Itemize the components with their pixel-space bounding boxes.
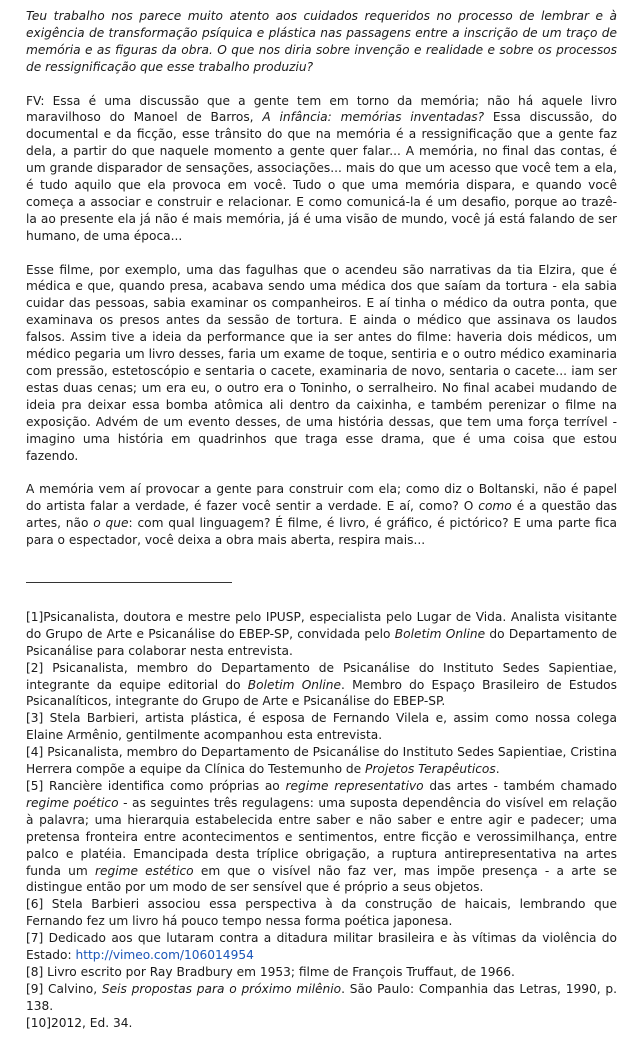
answer-paragraph-1 — [26, 93, 617, 245]
footnote-2-text-a: [2] Psicanalista, membro do Departamento de Psicanálise do Instituto Sedes Sapientiae, integrante da equipe editorial do — [26, 660, 617, 692]
footnote-1-text-b: do Departamento de Psicanálise para colaborar nesta entrevista. — [26, 626, 618, 658]
paragraph-gap — [26, 76, 617, 93]
o-que-emphasis: o que — [93, 516, 129, 531]
answer-3-text-c: : com qual linguagem? É filme, é livro, é gráfico, é pictórico? E uma parte fica para o espectador, você deixa a obra mais aberta, respira mais... — [26, 516, 617, 548]
footnote-1 — [26, 609, 617, 660]
interview-question: Teu trabalho nos parece muito atento aos cuidados requeridos no processo de lembrar e à exigência de transformação psíquica e plástica nas passagens entre a inscrição de um traço de memória e as figuras da obra. O que nos diria sobre invenção e realidade e sobre os processos de ressignificação que esse trabalho produziu? — [26, 9, 617, 74]
footnote-8: [8] Livro escrito por Ray Bradbury em 1953; filme de François Truffaut, de 1966. — [26, 964, 515, 979]
footnote-5-text-b: das artes - também chamado — [423, 779, 617, 794]
footnote-5-emphasis-c: regime estético — [94, 863, 194, 878]
answer-3-text-b: é a questão das artes, não — [26, 499, 617, 531]
footnote-6: [6] Stela Barbieri associou essa perspectiva à da construção de haicais, lembrando que Fernando fez um livro há pouco tempo nessa forma poética japonesa. — [26, 897, 617, 929]
footnote-9-text-a: [9] Calvino, — [26, 981, 102, 996]
paragraph-gap — [26, 245, 617, 262]
book-title: A infância: memórias inventadas? — [262, 110, 485, 125]
footnote-4-text-b: . — [495, 762, 500, 777]
footnote-5 — [26, 778, 617, 896]
answer-1-text-b: Essa discussão, do documental e da ficção, esse trânsito do que na memória é a ressignificação que a gente faz dela, a partir do que naquele momento a gente quer falar... A memória, no final das contas, é um grande disparador de sensações, associações... mais do que um acesso que você tem a ela, é tudo aquilo que ela provoca em você. Tudo o que uma memória dispara, e quando você começa a associar e construir e relacionar. E como comunicá-la é um desafio, porque ao trazê-la ao presente ela já não é mais memória, já é uma visão de mundo, você já está falando de ser humano, de uma época... — [26, 110, 617, 243]
footnote-9-emphasis: Seis propostas para o próximo milênio — [101, 981, 342, 996]
vimeo-link[interactable]: http://vimeo.com/106014954 — [75, 948, 254, 963]
paragraph-gap — [26, 464, 617, 481]
footnote-7-text: [7] Dedicado aos que lutaram contra a ditadura militar brasileira e às vítimas da violência do Estado: — [26, 931, 617, 963]
footnote-5-emphasis-b: regime poético — [26, 795, 119, 810]
footnote-2-emphasis: Boletim Online — [247, 677, 342, 692]
footnote-2-text-b: . Membro do Espaço Brasileiro de Estudos Psicanalíticos, integrante do Grupo de Arte e Psicanálise do EBEP-SP. — [26, 677, 617, 709]
footnote-7 — [26, 930, 617, 964]
footnote-10: [10]2012, Ed. 34. — [26, 1015, 133, 1030]
footnote-separator — [26, 582, 232, 583]
footnote-1-emphasis: Boletim Online — [394, 626, 486, 641]
answer-3-text-a: A memória vem aí provocar a gente para construir com ela; como diz o Boltanski, não é papel do artista falar a verdade, é fazer você sentir a verdade. E aí, como? O — [26, 482, 617, 514]
como-emphasis: como — [478, 499, 512, 514]
footnote-1-text-a: [1]Psicanalista, doutora e mestre pelo IPUSP, especialista pelo Lugar de Vida. Analista visitante do Grupo de Arte e Psicanálise do EBEP-SP, convidada pelo — [26, 609, 617, 641]
footnote-4-text-a: [4] Psicanalista, membro do Departamento de Psicanálise do Instituto Sedes Sapientiae, Cristina Herrera compõe a equipe da Clínica do Testemunho de — [26, 745, 617, 777]
answer-1-text-a: FV: Essa é uma discussão que a gente tem em torno da memória; não há aquele livro maravilhoso do Manoel de Barros, — [26, 93, 617, 125]
footnote-2 — [26, 660, 617, 711]
answer-paragraph-2: Esse filme, por exemplo, uma das fagulhas que o acendeu são narrativas da tia Elzira, que é médica e que, quando presa, acabava sendo uma médica dos que saíam da tortura - ela sabia cuidar das pessoas, sabia examinar os companheiros. E aí tinha o médico da outra ponta, que examinava os presos antes da sessão de tortura. E ainda o médico que assinava os laudos falsos. Assim tive a ideia da performance que ia ser antes do filme: haveria dois médicos, um médico pegaria um livro desses, faria um exame de toque, sentiria e o outro médico examinaria com pressão, estetoscópio e sentaria o cacete, examinaria de novo, sentaria o cacete... iam ser estas duas cenas; um era eu, o outro era o Toninho, o serralheiro. No final acabei mudando de ideia pra deixar essa bomba atômica ali dentro da caixinha, e também perenizar o filme na exposição. Advém de um evento desses, de uma história dessas, que tem uma força terrível - imagino uma história em quadrinhos que traga esse drama, que é uma coisa que estou fazendo. — [26, 262, 617, 463]
footnote-5-text-d: em que o visível não faz ver, mas impõe presença - a arte se distingue então por um modo de ser sensível que é próprio a seus objetos. — [26, 863, 618, 895]
footnote-4-emphasis: Projetos Terapêuticos — [365, 762, 496, 777]
footnote-9-text-b: . São Paulo: Companhia das Letras, 1990, p. 138. — [26, 981, 617, 1013]
footnote-5-text-c: - as seguintes três regulagens: uma suposta dependência do visível em relação à palavra; uma hierarquia estabelecida entre saber e não saber e entre agir e padecer; uma pretensa fronteira entre acontecimentos e sentimentos, entre ficção e verossimilhança, entre palco e platéia. Emancipada desta tríplice obrigação, a ruptura antirepresentativa na artes funda um — [26, 795, 617, 878]
footnote-3: [3] Stela Barbieri, artista plástica, é esposa de Fernando Vilela e, assim como nossa colega Elaine Armênio, gentilmente acompanhou esta entrevista. — [26, 711, 617, 743]
footnote-5-text-a: [5] Rancière identifica como próprias ao — [26, 779, 286, 794]
answer-paragraph-3 — [26, 481, 617, 549]
footnote-5-emphasis-a: regime representativo — [285, 779, 424, 794]
footnote-9 — [26, 981, 617, 1015]
footnote-4 — [26, 744, 617, 778]
